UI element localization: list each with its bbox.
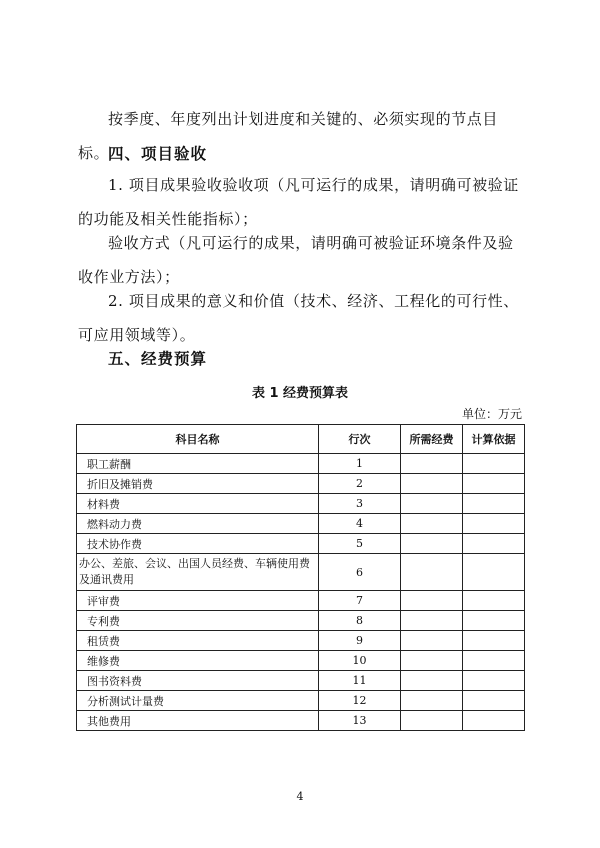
row-basis	[463, 514, 525, 534]
table-row	[77, 514, 525, 534]
row-name: 租赁费	[77, 631, 319, 651]
row-no: 9	[319, 631, 401, 651]
row-funds	[401, 611, 463, 631]
row-no: 12	[319, 691, 401, 711]
row-basis	[463, 591, 525, 611]
row-no: 4	[319, 514, 401, 534]
row-no: 8	[319, 611, 401, 631]
row-basis	[463, 554, 525, 591]
row-name: 维修费	[77, 651, 319, 671]
row-name: 专利费	[77, 611, 319, 631]
row-basis	[463, 534, 525, 554]
table-row	[77, 591, 525, 611]
row-name: 办公、差旅、会议、出国人员经费、车辆使用费及通讯费用	[77, 554, 319, 591]
row-no: 3	[319, 494, 401, 514]
row-funds	[401, 691, 463, 711]
paragraph-schedule: 按季度、年度列出计划进度和关键的、必须实现的节点目标。	[78, 110, 499, 162]
row-no: 6	[319, 554, 401, 591]
row-funds	[401, 454, 463, 474]
header-line-no: 行次	[319, 425, 401, 454]
row-basis	[463, 454, 525, 474]
table-row	[77, 611, 525, 631]
section-heading-acceptance: 四、项目验收	[108, 145, 208, 163]
paragraph-significance: 2. 项目成果的意义和价值（技术、经济、工程化的可行性、可应用领域等）。	[78, 292, 519, 344]
table-row	[77, 671, 525, 691]
row-funds	[401, 671, 463, 691]
row-basis	[463, 711, 525, 731]
row-no: 5	[319, 534, 401, 554]
table-header-row	[77, 425, 525, 454]
row-basis	[463, 671, 525, 691]
table-row	[77, 691, 525, 711]
row-name: 职工薪酬	[77, 454, 319, 474]
page-number: 4	[296, 790, 304, 803]
row-name: 折旧及摊销费	[77, 474, 319, 494]
row-basis	[463, 474, 525, 494]
row-basis	[463, 494, 525, 514]
row-basis	[463, 611, 525, 631]
table-row	[77, 474, 525, 494]
table-unit: 单位：万元	[461, 407, 522, 421]
header-subject-name: 科目名称	[77, 425, 319, 454]
row-no: 13	[319, 711, 401, 731]
row-name: 图书资料费	[77, 671, 319, 691]
row-funds	[401, 534, 463, 554]
row-funds	[401, 631, 463, 651]
row-no: 1	[319, 454, 401, 474]
row-name: 技术协作费	[77, 534, 319, 554]
header-calc-basis: 计算依据	[463, 425, 525, 454]
header-required-funds: 所需经费	[401, 425, 463, 454]
row-funds	[401, 554, 463, 591]
row-funds	[401, 514, 463, 534]
row-funds	[401, 651, 463, 671]
row-basis	[463, 651, 525, 671]
paragraph-acceptance-items: 1. 项目成果验收验收项（凡可运行的成果，请明确可被验证的功能及相关性能指标）；	[78, 176, 519, 228]
table-title: 表 1 经费预算表	[251, 386, 349, 401]
table-row	[77, 651, 525, 671]
row-funds	[401, 711, 463, 731]
paragraph-acceptance-method: 验收方式（凡可运行的成果，请明确可被验证环境条件及验收作业方法）；	[78, 234, 514, 286]
table-row	[77, 534, 525, 554]
row-name: 分析测试计量费	[77, 691, 319, 711]
row-no: 7	[319, 591, 401, 611]
row-no: 10	[319, 651, 401, 671]
budget-table	[76, 424, 525, 731]
row-funds	[401, 474, 463, 494]
table-row	[77, 494, 525, 514]
row-no: 11	[319, 671, 401, 691]
row-name: 燃料动力费	[77, 514, 319, 534]
row-no: 2	[319, 474, 401, 494]
table-row	[77, 711, 525, 731]
row-basis	[463, 691, 525, 711]
row-name: 材料费	[77, 494, 319, 514]
row-funds	[401, 494, 463, 514]
table-row	[77, 631, 525, 651]
row-name: 评审费	[77, 591, 319, 611]
row-basis	[463, 631, 525, 651]
table-row	[77, 554, 525, 591]
row-name: 其他费用	[77, 711, 319, 731]
section-heading-budget: 五、经费预算	[108, 350, 208, 368]
table-row	[77, 454, 525, 474]
row-funds	[401, 591, 463, 611]
